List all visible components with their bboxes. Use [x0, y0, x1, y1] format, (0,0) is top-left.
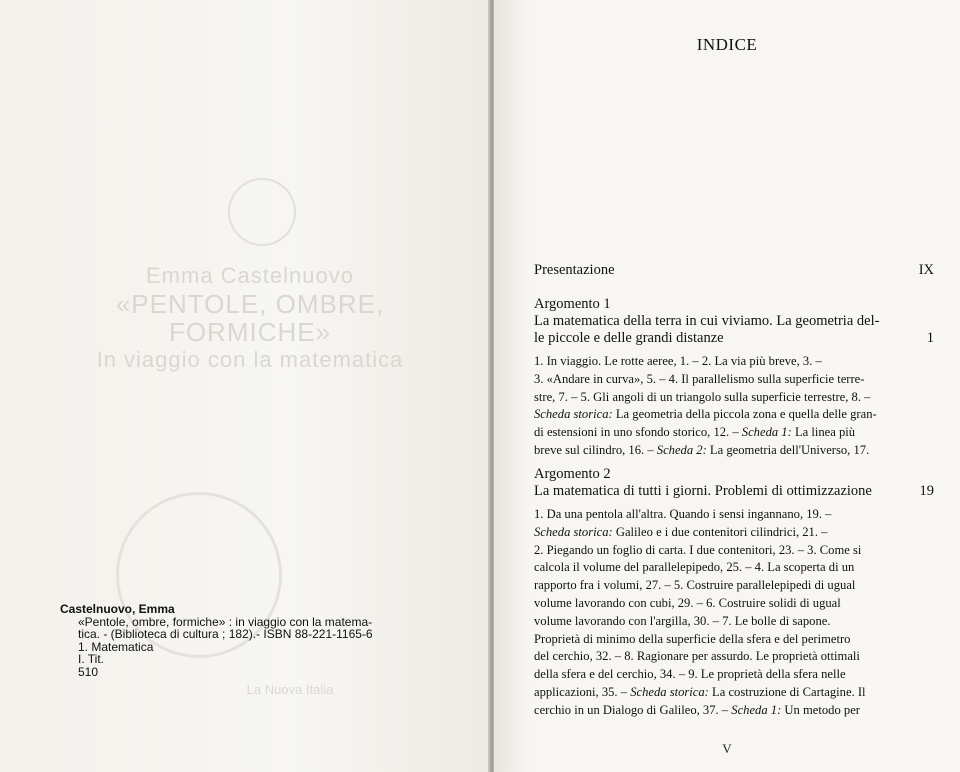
toc-line: della sfera e del cerchio, 34. – 9. Le proprietà della sfera nelle	[534, 667, 846, 682]
scheda-label: Scheda storica:	[534, 407, 613, 422]
toc-heading	[534, 466, 934, 500]
toc-page-number: 19	[919, 483, 934, 499]
toc-line: stre, 7. – 5. Gli angoli di un triangolo sulla superficie terrestre, 8. –	[534, 389, 871, 404]
toc-entry-sections	[534, 353, 934, 460]
toc-line: 1. In viaggio. Le rotte aeree, 1. – 2. La via più breve, 3. –	[534, 354, 822, 368]
toc-line: Proprietà di minimo della superficie della sfera e del perimetro	[534, 631, 851, 646]
toc-line-text: La linea più	[791, 425, 856, 440]
toc-line-text: Galileo e i due contenitori cilindrici, 21. –	[612, 524, 828, 539]
toc-entry-presentazione[interactable]	[534, 262, 934, 279]
toc-page-number: IX	[918, 262, 934, 278]
scheda-label: Scheda storica:	[630, 684, 709, 699]
toc-entry-argomento-1[interactable]	[534, 296, 934, 460]
toc-line	[534, 684, 934, 702]
toc-line	[534, 702, 934, 720]
catalog-line: I. Tit.	[78, 652, 105, 666]
toc-heading	[534, 296, 934, 347]
toc-entry-label: Presentazione	[534, 262, 615, 278]
catalog-line: tica. - (Biblioteca di cultura ; 182).- ISBN 88-221-1165-6	[78, 627, 373, 641]
toc-line: calcola il volume del parallelepipedo, 25. – 4. La scoperta di un	[534, 560, 855, 575]
toc-entry-label: Argomento 2	[534, 466, 611, 482]
toc-line-text: applicazioni, 35. –	[534, 684, 631, 699]
catalog-card	[60, 603, 380, 678]
scheda-label: Scheda 1:	[741, 425, 792, 440]
show-through-publisher: La Nuova Italia	[246, 682, 334, 697]
toc-entry-title-line: La matematica della terra in cui viviamo. La geometria del-	[534, 313, 880, 329]
toc-line	[534, 524, 934, 542]
scheda-label: Scheda storica:	[534, 524, 613, 539]
toc-entry-argomento-2[interactable]	[534, 466, 934, 720]
toc-line: volume lavorando con cubi, 29. – 6. Costruire solidi di ugual	[534, 595, 841, 610]
toc-entry-sections	[534, 506, 934, 720]
toc-line-text: breve sul cilindro, 16. –	[534, 442, 657, 457]
toc-line	[534, 442, 934, 460]
toc-line: 1. Da una pentola all'altra. Quando i sensi ingannano, 19. –	[534, 507, 832, 521]
toc-entry-label: Argomento 1	[534, 296, 611, 312]
toc-entry-title-line: La matematica di tutti i giorni. Problemi di ottimizzazione	[534, 483, 872, 499]
toc-entry-title-line: le piccole e delle grandi distanze	[534, 330, 724, 346]
toc-line-text: cerchio in un Dialogo di Galileo, 37. –	[534, 702, 732, 717]
show-through-author: Emma Castelnuovo	[146, 263, 354, 288]
toc-line: 3. «Andare in curva», 5. – 4. Il parallelismo sulla superficie terre-	[534, 371, 865, 386]
show-through-subtitle: In viaggio con la matematica	[96, 347, 404, 372]
toc-line-text: La costruzione di Cartagine. Il	[708, 684, 866, 699]
scheda-label: Scheda 2:	[656, 442, 707, 457]
show-through-emblem	[228, 178, 296, 246]
scheda-label: Scheda 1:	[731, 702, 782, 717]
toc-line-text: La geometria dell'Universo, 17.	[706, 442, 870, 457]
toc-page-number: 1	[926, 330, 934, 346]
catalog-line: 510	[78, 664, 99, 679]
toc-line	[534, 424, 934, 442]
toc-line-text: La geometria della piccola zona e quella delle gran-	[612, 407, 877, 422]
toc-line: rapporto fra i volumi, 27. – 5. Costruire parallelepipedi di ugual	[534, 578, 856, 593]
show-through-title: «PENTOLE, OMBRE, FORMICHE»	[115, 289, 385, 347]
right-page	[494, 0, 960, 772]
toc-line: del cerchio, 32. – 8. Ragionare per assurdo. Le proprietà ottimali	[534, 649, 860, 664]
toc-line-text: di estensioni in uno sfondo storico, 12. –	[534, 425, 742, 440]
toc-line: volume lavorando con l'argilla, 30. – 7. Le bolle di sapone.	[534, 613, 831, 628]
page-title: INDICE	[696, 35, 758, 54]
toc-line-text: Un metodo per	[781, 702, 860, 717]
toc-line: 2. Piegando un foglio di carta. I due contenitori, 23. – 3. Come si	[534, 542, 862, 557]
show-through-title-block	[40, 262, 460, 374]
catalog-line: 1. Matematica	[78, 639, 154, 654]
catalog-author: Castelnuovo, Emma	[60, 602, 175, 616]
catalog-line: «Pentole, ombre, formiche» : in viaggio con la matema-	[78, 614, 373, 629]
toc-line	[534, 406, 934, 424]
page-number: V	[722, 741, 732, 756]
